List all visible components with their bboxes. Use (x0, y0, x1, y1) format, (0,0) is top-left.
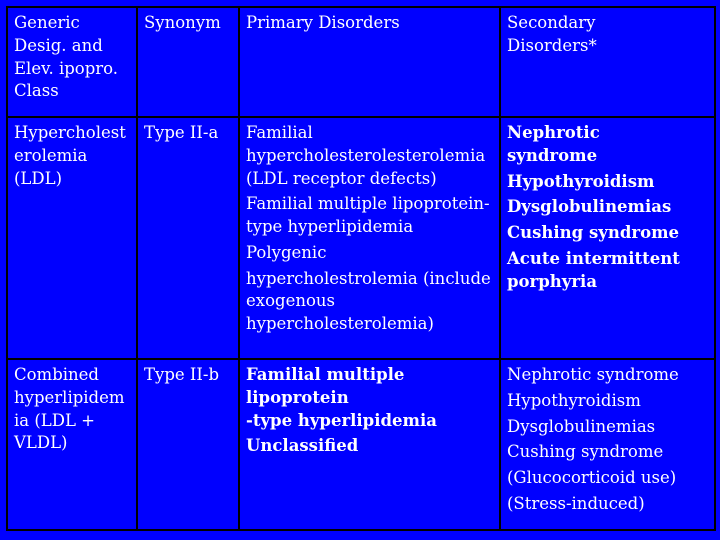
primary-line: Unclassified (246, 436, 359, 456)
primary-line: Familial (246, 123, 313, 142)
primary-line: Polygenic (246, 242, 327, 262)
secondary-line: Nephrotic syndrome (507, 365, 679, 384)
header-synonym (137, 7, 239, 117)
generic-line: VLDL) (14, 433, 68, 453)
header-line: Class (14, 81, 59, 101)
secondary-line: Cushing syndrome (507, 223, 680, 243)
header-line: Elev. ipopro. (14, 58, 119, 78)
table-row (7, 359, 715, 530)
primary-line: hypercholesterolesterolemia (246, 145, 486, 165)
secondary-line: Dysglobulinemias (507, 416, 656, 436)
primary-line: (LDL receptor defects) (246, 168, 437, 188)
header-line: Desig. and (14, 35, 103, 55)
synonym-cell (137, 117, 239, 359)
secondary-line: Hypothyroidism (507, 390, 641, 410)
secondary-line: (Glucocorticoid use) (507, 468, 677, 488)
generic-line: Hypercholest (14, 123, 126, 142)
primary-line: hypercholesterolemia) (246, 314, 434, 334)
secondary-line: Dysglobulinemias (507, 197, 672, 217)
secondary-disorders-cell (500, 359, 715, 530)
primary-line: Familial multiple lipoprotein (246, 365, 405, 407)
secondary-line: Cushing syndrome (507, 442, 664, 462)
header-line: Secondary (507, 13, 596, 32)
synonym-text: Type II-b (144, 365, 220, 384)
secondary-line: (Stress-induced) (507, 493, 645, 513)
table-row (7, 117, 715, 359)
header-secondary-disorders (500, 7, 715, 117)
table-header-row (7, 7, 715, 117)
header-line: Synonym (144, 13, 221, 32)
secondary-line: Hypothyroidism (507, 171, 655, 191)
header-line: Primary Disorders (246, 13, 400, 32)
primary-line: hypercholestrolemia (include (246, 268, 491, 288)
secondary-disorders-cell (500, 117, 715, 359)
generic-cell (7, 117, 137, 359)
synonym-cell (137, 359, 239, 530)
secondary-line: Acute intermittent (507, 248, 680, 268)
secondary-line: porphyria (507, 271, 598, 291)
generic-cell (7, 359, 137, 530)
generic-line: Combined (14, 365, 99, 384)
primary-disorders-cell (239, 117, 500, 359)
secondary-line: Nephrotic (507, 123, 600, 142)
generic-line: (LDL) (14, 168, 63, 188)
synonym-text: Type II-a (144, 123, 219, 142)
generic-line: hyperlipidem (14, 387, 125, 407)
header-line: Generic (14, 13, 80, 32)
generic-line: erolemia (14, 145, 88, 165)
generic-line: ia (LDL + (14, 410, 96, 430)
primary-line: Familial multiple lipoprotein- (246, 194, 490, 214)
secondary-line: syndrome (507, 145, 598, 165)
lipoprotein-classification-table (6, 6, 716, 531)
header-generic-designation (7, 7, 137, 117)
header-line: Disorders* (507, 35, 597, 55)
header-primary-disorders (239, 7, 500, 117)
primary-line: exogenous (246, 291, 335, 311)
primary-line: -type hyperlipidemia (246, 410, 437, 430)
primary-disorders-cell (239, 359, 500, 530)
primary-line: type hyperlipidemia (246, 217, 414, 237)
